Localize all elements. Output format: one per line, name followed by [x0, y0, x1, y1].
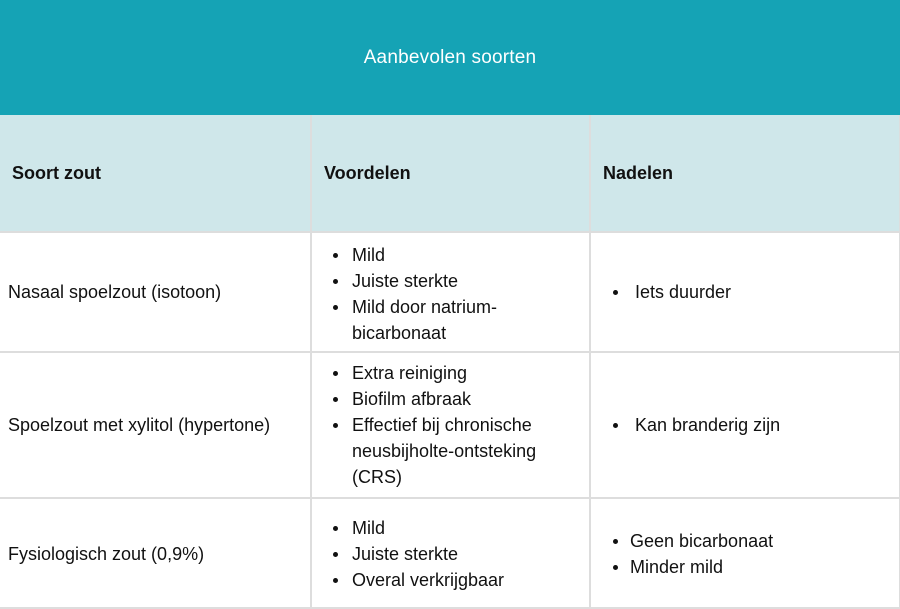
page-title: Aanbevolen soorten: [363, 46, 537, 68]
list-item: Effectief bij chronische neusbijholte-ontsteking (CRS): [312, 412, 581, 490]
list-item: Kan branderig zijn: [591, 412, 891, 438]
cons-cell: [590, 498, 900, 608]
list-item: Iets duurder: [591, 279, 891, 305]
cons-list: [591, 528, 891, 580]
cons-cell: [590, 232, 900, 352]
pros-cell: [311, 232, 590, 352]
list-item: Mild door natrium-bicarbonaat: [312, 294, 581, 346]
salt-type-cell: Spoelzout met xylitol (hypertone): [0, 352, 311, 498]
list-item: Overal verkrijgbaar: [312, 567, 581, 593]
column-header-nadelen: Nadelen: [590, 115, 900, 232]
pros-list: [312, 515, 581, 593]
title-banner: [0, 0, 900, 115]
cons-list: [591, 412, 891, 438]
list-item: Juiste sterkte: [312, 541, 581, 567]
list-item: Minder mild: [591, 554, 891, 580]
column-header-soort-zout: Soort zout: [0, 115, 311, 232]
comparison-table: [0, 115, 900, 609]
table-header-row: [0, 115, 900, 232]
cons-list: [591, 279, 891, 305]
pros-cell: [311, 352, 590, 498]
column-header-voordelen: Voordelen: [311, 115, 590, 232]
list-item: Mild: [312, 242, 581, 268]
pros-list: [312, 360, 581, 490]
table-row: [0, 232, 900, 352]
list-item: Biofilm afbraak: [312, 386, 581, 412]
table-row: [0, 498, 900, 608]
list-item: Geen bicarbonaat: [591, 528, 891, 554]
salt-type-cell: Nasaal spoelzout (isotoon): [0, 232, 311, 352]
cons-cell: [590, 352, 900, 498]
salt-type-cell: Fysiologisch zout (0,9%): [0, 498, 311, 608]
pros-list: [312, 242, 581, 346]
table-row: [0, 352, 900, 498]
list-item: Mild: [312, 515, 581, 541]
list-item: Extra reiniging: [312, 360, 581, 386]
pros-cell: [311, 498, 590, 608]
list-item: Juiste sterkte: [312, 268, 581, 294]
